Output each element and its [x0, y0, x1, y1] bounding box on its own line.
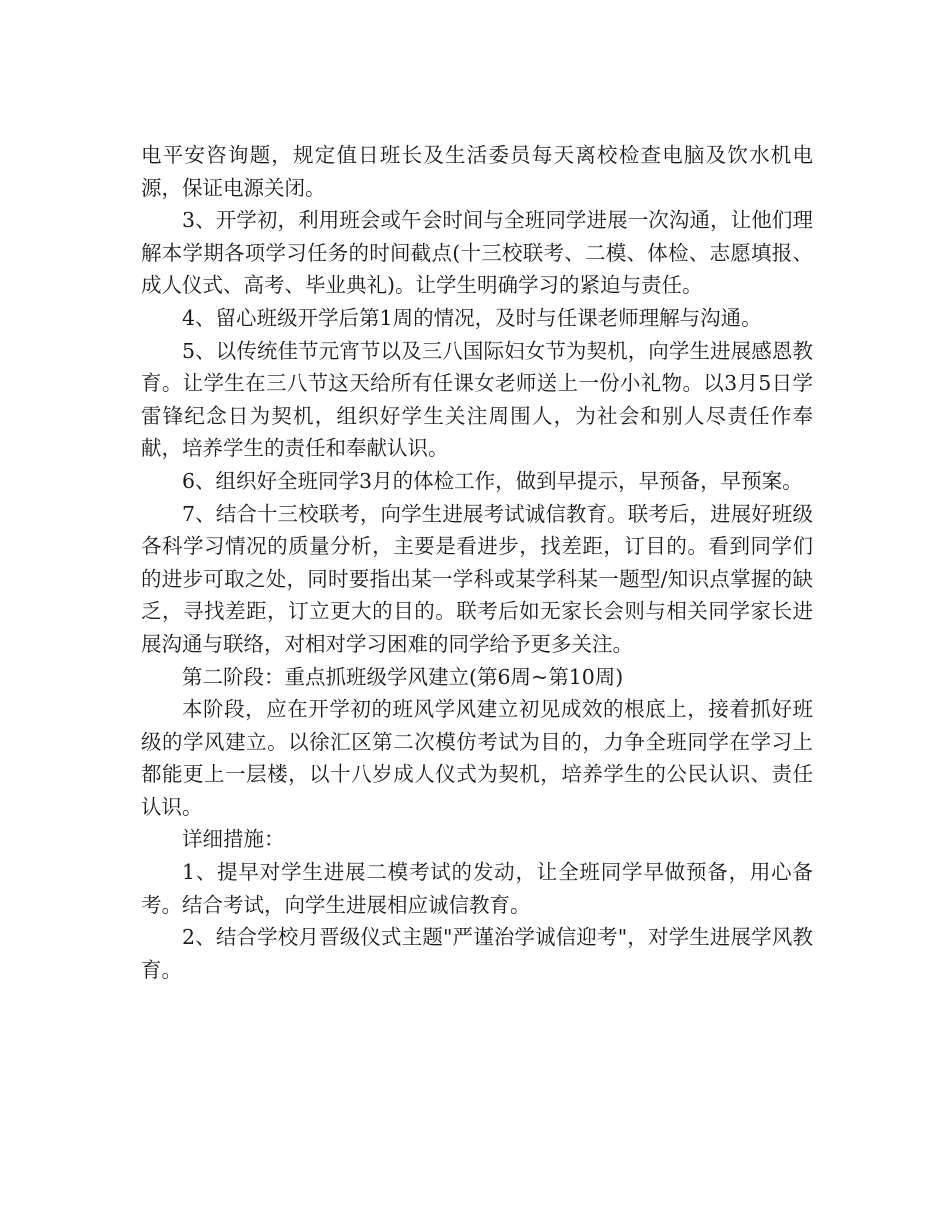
section-heading-stage-2: 第二阶段：重点抓班级学风建立(第6周~第10周)	[182, 664, 624, 689]
paragraph-item-5: 5、以传统佳节元宵节以及三八国际妇女节为契机，向学生进展感恩教育。让学生在三八节这天给所有任课女老师送上一份小礼物。以3月5日学雷锋纪念日为契机，组织好学生关注周围人，为社会和别人尽责任作奉献，培养学生的责任和奉献认识。	[141, 338, 813, 461]
paragraph-continued: 电平安咨询题，规定值日班长及生活委员每天离校检查电脑及饮水机电源，保证电源关闭。	[141, 143, 813, 200]
paragraph-item-7: 7、结合十三校联考，向学生进展考试诚信教育。联考后，进展好班级各科学习情况的质量分析，主要是看进步，找差距，订目的。看到同学们的进步可取之处，同时要指出某一学科或某学科某一题型/知识点掌握的缺乏，寻找差距，订立更大的目的。联考后如无家长会则与相关同学家长进展沟通与联络，对相对学习困难的同学给予更多关注。	[141, 501, 813, 656]
paragraph-item-4: 4、留心班级开学后第1周的情况，及时与任课老师理解与沟通。	[182, 305, 762, 330]
document-body	[141, 139, 813, 986]
paragraph-stage-2-intro: 本阶段，应在开学初的班风学风建立初见成效的根底上，接着抓好班级的学风建立。以徐汇区第二次模仿考试为目的，力争全班同学在学习上都能更上一层楼，以十八岁成人仪式为契机，培养学生的公民认识、责任认识。	[141, 697, 813, 819]
paragraph-measure-2: 2、结合学校月晋级仪式主题"严谨治学诚信迎考"，对学生进展学风教育。	[141, 925, 813, 982]
paragraph-measure-1: 1、提早对学生进展二模考试的发动，让全班同学早做预备，用心备考。结合考试，向学生进展相应诚信教育。	[141, 860, 813, 917]
paragraph-item-3: 3、开学初，利用班会或午会时间与全班同学进展一次沟通，让他们理解本学期各项学习任务的时间截点(十三校联考、二模、体检、志愿填报、成人仪式、高考、毕业典礼)。让学生明确学习的紧迫与责任。	[141, 208, 813, 298]
paragraph-item-6: 6、组织好全班同学3月的体检工作，做到早提示，早预备，早预案。	[182, 468, 803, 493]
section-heading-measures: 详细措施：	[182, 827, 285, 852]
